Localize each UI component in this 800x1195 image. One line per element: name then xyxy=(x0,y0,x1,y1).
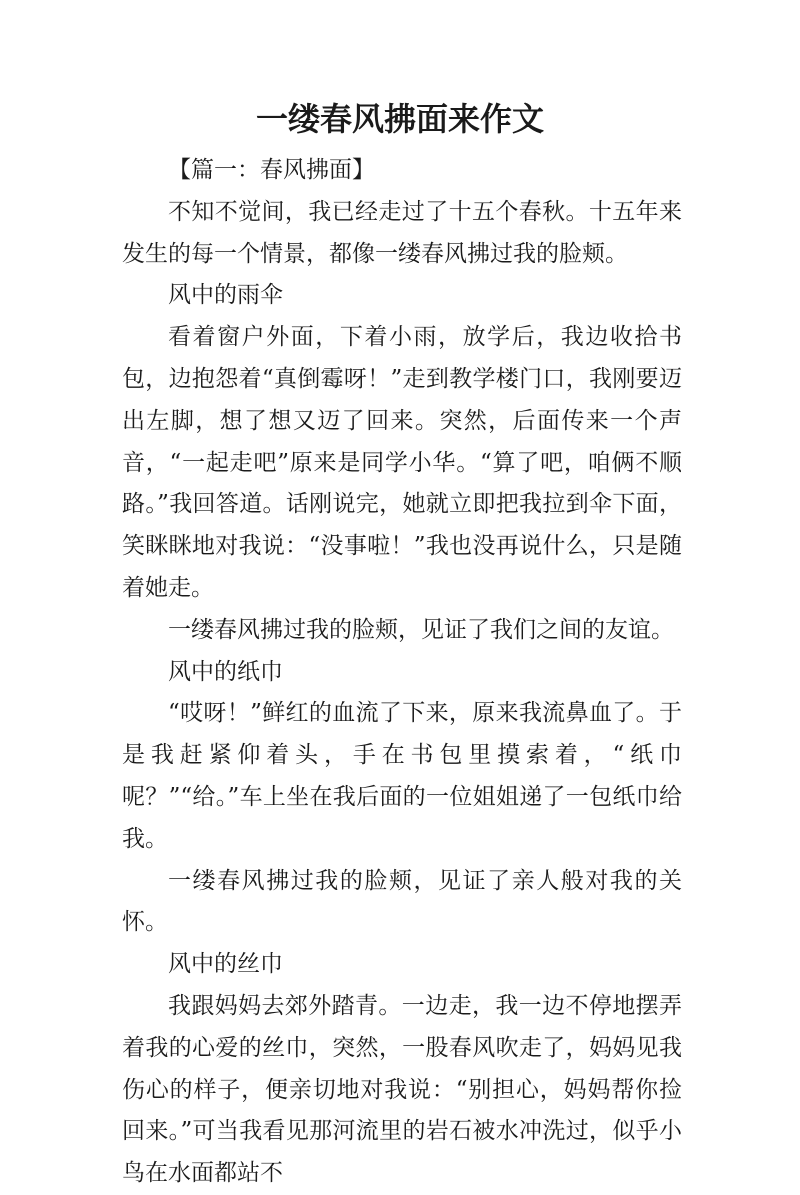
paragraph: 一缕春风拂过我的脸颊，见证了亲人般对我的关怀。 xyxy=(122,867,682,936)
section-heading: 【篇一：春风拂面】 xyxy=(168,157,375,183)
subheading: 风中的纸巾 xyxy=(168,658,283,685)
paragraph: 我跟妈妈去郊外踏青。一边走，我一边不停地摆弄着我的心爱的丝巾，突然，一股春风吹走了，妈妈见我伤心的样子，便亲切地对我说：“别担心，妈妈帮你捡回来。”可当我看见那河流里的岩石被水冲洗过，似乎小鸟在水面都站不 xyxy=(122,992,682,1187)
paragraph: “哎呀！”鲜红的血流了下来，原来我流鼻血了。于是我赶紧仰着头，手在书包里摸索着，“纸巾呢？”“给。”车上坐在我后面的一位姐姐递了一包纸巾给我。 xyxy=(122,700,682,852)
paragraph: 一缕春风拂过我的脸颊，见证了我们之间的友谊。 xyxy=(168,616,674,643)
subheading: 风中的雨伞 xyxy=(168,282,283,309)
paragraph: 看着窗户外面，下着小雨，放学后，我边收拾书包，边抱怨着“真倒霉呀！”走到教学楼门口，我刚要迈出左脚，想了想又迈了回来。突然，后面传来一个声音，“一起走吧”原来是同学小华。“算了吧，咱俩不顺路。”我回答道。话刚说完，她就立即把我拉到伞下面，笑眯眯地对我说：“没事啦！”我也没再说什么，只是随着她走。 xyxy=(122,324,682,601)
document-body xyxy=(122,150,682,1195)
paragraph: 不知不觉间，我已经走过了十五个春秋。十五年来发生的每一个情景，都像一缕春风拂过我的脸颊。 xyxy=(122,198,682,267)
document-title: 一缕春风拂面来作文 xyxy=(255,100,544,138)
subheading: 风中的丝巾 xyxy=(168,951,283,978)
